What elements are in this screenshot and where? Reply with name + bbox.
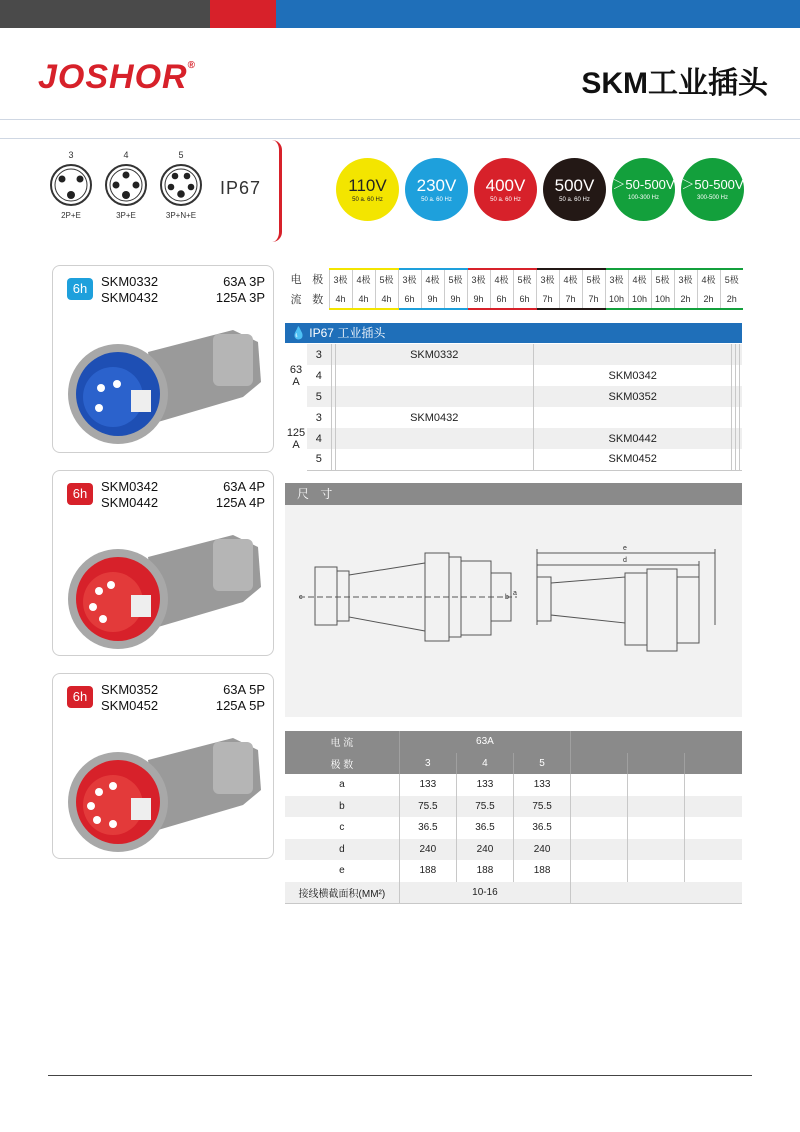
empty-cell (628, 774, 685, 796)
card-models (101, 682, 158, 714)
pole-cell: 3极 (536, 269, 559, 289)
pole-cell: 4极 (697, 269, 720, 289)
hour-cell: 2h (674, 289, 697, 309)
pole-count: 4 (307, 428, 331, 449)
voltage-value: 500V (554, 175, 595, 195)
model-cell: SKM0342 (533, 365, 731, 386)
card-specs (216, 479, 265, 511)
empty-cell (685, 860, 742, 882)
spec-header-row (285, 753, 742, 775)
hour-cell: 10h (651, 289, 674, 309)
voltage-frequency: 50 a. 60 Hz (421, 196, 452, 203)
empty-cell (571, 731, 742, 753)
voltage-frequency: 100-300 Hz (627, 195, 660, 201)
socket-3pin-icon (49, 163, 93, 207)
spec-row (285, 839, 742, 861)
plug-blue-image (63, 312, 263, 447)
dim-value: 133 (456, 774, 513, 796)
empty-cell (685, 839, 742, 861)
empty-cell (740, 449, 742, 470)
wire-row (285, 882, 742, 904)
ip67-row (285, 365, 742, 386)
dim-value: 75.5 (399, 796, 456, 818)
hour-cell: 2h (720, 289, 743, 309)
pole-row (285, 269, 743, 289)
model-cell: SKM0432 (335, 407, 533, 428)
dim-value: 36.5 (399, 817, 456, 839)
model-cell: SKM0442 (533, 428, 731, 449)
ip67-section-header (285, 323, 742, 343)
page-header (0, 28, 800, 120)
pin-caption: 3P+E (116, 211, 136, 220)
empty-cell (533, 344, 731, 365)
ip67-row (285, 344, 742, 365)
footer-line (48, 1075, 752, 1076)
pole-cell: 5极 (513, 269, 536, 289)
voltage-500v (543, 158, 606, 221)
product-card-3p[interactable] (52, 265, 274, 453)
empty-cell (335, 386, 533, 407)
pole-value: 5 (514, 753, 571, 775)
empty-cell (740, 386, 742, 407)
dim-label-b: b (505, 594, 509, 601)
dimensions-header: 尺 寸 (285, 483, 742, 505)
pole-cell: 5极 (651, 269, 674, 289)
card-models (101, 274, 158, 306)
dim-value: 240 (456, 839, 513, 861)
dim-name: e (339, 865, 345, 877)
card-models (101, 479, 158, 511)
empty-cell (571, 753, 628, 775)
pole-hours-table (285, 268, 743, 310)
spec-row (285, 774, 742, 796)
pole-cell: 3极 (674, 269, 697, 289)
model-name: SKM0442 (101, 495, 159, 510)
dim-name: c (339, 822, 345, 834)
dim-value: 75.5 (514, 796, 571, 818)
empty-cell (740, 365, 742, 386)
pole-cell: 4极 (490, 269, 513, 289)
ip67-row (285, 386, 742, 407)
hour-row (285, 289, 743, 309)
voltage-frequency: 50 a. 60 Hz (559, 196, 590, 203)
empty-cell (571, 839, 628, 861)
ip67-row (285, 449, 742, 470)
model-spec: 125A 4P (215, 495, 265, 510)
brand-logo: JOSHOR® (38, 58, 196, 96)
drop-icon: 💧 (291, 326, 306, 340)
voltage-value: 400V (485, 175, 526, 195)
voltage-value: ＞50-500V (612, 177, 675, 192)
empty-cell (628, 860, 685, 882)
dimension-spec-table (285, 731, 742, 904)
pole-table-label: 电 (290, 274, 302, 286)
hour-cell: 9h (421, 289, 444, 309)
top-bar-blue (276, 0, 800, 28)
hour-cell: 10h (628, 289, 651, 309)
voltage-50-500v-low (612, 158, 675, 221)
hour-badge: 6h (67, 483, 93, 505)
pole-cell: 4极 (559, 269, 582, 289)
spec-header-row (285, 731, 742, 753)
empty-cell (685, 753, 742, 775)
pole-cell: 4极 (352, 269, 375, 289)
empty-cell (740, 428, 742, 449)
hour-cell: 4h (329, 289, 352, 309)
pole-cell: 3极 (329, 269, 352, 289)
hour-badge: 6h (67, 686, 93, 708)
dim-name: d (285, 839, 399, 861)
hour-cell: 7h (559, 289, 582, 309)
voltage-110v (336, 158, 399, 221)
ip-rating-label: IP67 (220, 178, 262, 198)
pole-table-label: 极 (312, 274, 324, 286)
hour-cell: 4h (375, 289, 398, 309)
voltage-list (336, 158, 744, 221)
hour-badge: 6h (67, 278, 93, 300)
voltage-value: ＞50-500V (681, 177, 744, 192)
dim-value: 36.5 (514, 817, 571, 839)
model-spec: 125A 5P (215, 698, 265, 713)
pole-count: 5 (307, 449, 331, 470)
pin-number: 4 (123, 150, 129, 160)
empty-cell (571, 860, 628, 882)
empty-cell (740, 407, 742, 428)
spec-row (285, 817, 742, 839)
pole-cell: 3极 (605, 269, 628, 289)
hour-cell: 9h (444, 289, 467, 309)
dim-value: 188 (456, 860, 513, 882)
pole-cell: 5极 (582, 269, 605, 289)
voltage-230v (405, 158, 468, 221)
pin-caption: 2P+E (61, 211, 81, 220)
technical-drawing (285, 505, 742, 717)
pin-caption: 3P+N+E (165, 211, 197, 220)
model-spec: 125A 3P (215, 290, 265, 305)
pole-cell: 4极 (421, 269, 444, 289)
model-spec: 63A 4P (223, 479, 265, 494)
model-cell: SKM0452 (533, 449, 731, 470)
model-name: SKM0452 (101, 698, 159, 713)
pole-table-label: 流 (290, 294, 302, 306)
empty-cell (571, 882, 742, 904)
pin-number: 3 (68, 150, 74, 160)
dim-value: 188 (399, 860, 456, 882)
ip67-row (285, 428, 742, 449)
empty-cell (685, 817, 742, 839)
current-value: 63A (399, 731, 570, 753)
voltage-frequency: 50 a. 60 Hz (352, 196, 383, 203)
pin-config-3 (46, 150, 96, 220)
empty-cell (628, 817, 685, 839)
pole-cell: 5极 (720, 269, 743, 289)
ip67-row (285, 407, 742, 428)
model-spec: 63A 3P (223, 274, 265, 289)
model-name: SKM0342 (101, 479, 159, 494)
empty-cell (628, 753, 685, 775)
dim-value: 240 (399, 839, 456, 861)
empty-cell (685, 796, 742, 818)
pole-cell: 5极 (444, 269, 467, 289)
amp-label: 63 A (285, 344, 307, 407)
dim-value: 133 (399, 774, 456, 796)
pole-value: 4 (456, 753, 513, 775)
card-specs (216, 682, 265, 714)
dim-value: 133 (514, 774, 571, 796)
empty-cell (335, 428, 533, 449)
dimension-drawing (285, 505, 742, 717)
voltage-frequency: 50 a. 60 Hz (490, 196, 521, 203)
voltage-value: 110V (348, 175, 387, 195)
wire-label: 接线横截面积(MM²) (285, 882, 399, 904)
dim-value: 75.5 (456, 796, 513, 818)
model-cell: SKM0332 (335, 344, 533, 365)
hour-cell: 6h (513, 289, 536, 309)
top-bar-grey (0, 0, 210, 28)
hour-cell: 2h (697, 289, 720, 309)
empty-cell (628, 839, 685, 861)
wire-value: 10-16 (399, 882, 570, 904)
pin-config-4 (101, 150, 151, 220)
model-name: SKM0352 (101, 682, 159, 697)
pole-count: 3 (307, 344, 331, 365)
pin-config-5 (156, 150, 206, 220)
model-name: SKM0432 (101, 290, 159, 305)
voltage-400v (474, 158, 537, 221)
pole-cell: 5极 (375, 269, 398, 289)
dim-label-e: e (623, 545, 627, 552)
hour-cell: 4h (352, 289, 375, 309)
model-cell: SKM0352 (533, 386, 731, 407)
hour-cell: 7h (536, 289, 559, 309)
empty-cell (685, 774, 742, 796)
top-color-bar (0, 0, 800, 28)
empty-cell (533, 407, 731, 428)
page-title: SKM工业插头 (581, 67, 768, 100)
empty-cell (571, 796, 628, 818)
empty-cell (571, 774, 628, 796)
empty-cell (740, 344, 742, 365)
hour-cell: 7h (582, 289, 605, 309)
dim-name: b (285, 796, 399, 818)
voltage-frequency: 300-500 Hz (696, 195, 729, 201)
pole-value: 3 (399, 753, 456, 775)
model-name: SKM0332 (101, 274, 159, 289)
voltage-value: 230V (416, 175, 457, 195)
divider-line (0, 138, 800, 139)
spec-label: 电 流 (285, 731, 399, 753)
product-card-4p[interactable] (52, 470, 274, 656)
pole-cell: 4极 (628, 269, 651, 289)
pole-count: 3 (315, 411, 322, 424)
product-card-5p[interactable] (52, 673, 274, 859)
top-bar-red (210, 0, 276, 28)
card-specs (216, 274, 265, 306)
ip67-section-title: IP67 工业插头 (309, 326, 386, 340)
plug-red-5p-image (63, 720, 263, 855)
empty-cell (571, 817, 628, 839)
socket-5pin-icon (159, 163, 203, 207)
dim-value: 36.5 (456, 817, 513, 839)
hour-cell: 6h (398, 289, 421, 309)
empty-cell (335, 449, 533, 470)
pin-number: 5 (178, 150, 184, 160)
plug-red-4p-image (63, 517, 263, 652)
voltage-50-500v-high (681, 158, 744, 221)
pole-count: 5 (307, 386, 331, 407)
hour-cell: 10h (605, 289, 628, 309)
dim-value: 240 (514, 839, 571, 861)
hour-cell: 9h (467, 289, 490, 309)
spec-label: 极 数 (285, 753, 399, 775)
spec-row (285, 796, 742, 818)
dim-label-c: c (299, 594, 303, 601)
dim-name: a (339, 779, 345, 791)
dim-value: 188 (514, 860, 571, 882)
socket-4pin-icon (104, 163, 148, 207)
pole-table-label: 数 (312, 294, 324, 306)
empty-cell (628, 796, 685, 818)
pole-cell: 3极 (398, 269, 421, 289)
empty-cell (335, 365, 533, 386)
pole-cell: 3极 (467, 269, 490, 289)
dim-label-a: a (513, 590, 517, 597)
ip67-model-grid (285, 344, 742, 471)
spec-row (285, 860, 742, 882)
dim-label-d: d (623, 557, 627, 564)
pole-count: 4 (315, 369, 322, 382)
model-spec: 63A 5P (223, 682, 265, 697)
amp-label: 125 A (285, 407, 307, 470)
hour-cell: 6h (490, 289, 513, 309)
